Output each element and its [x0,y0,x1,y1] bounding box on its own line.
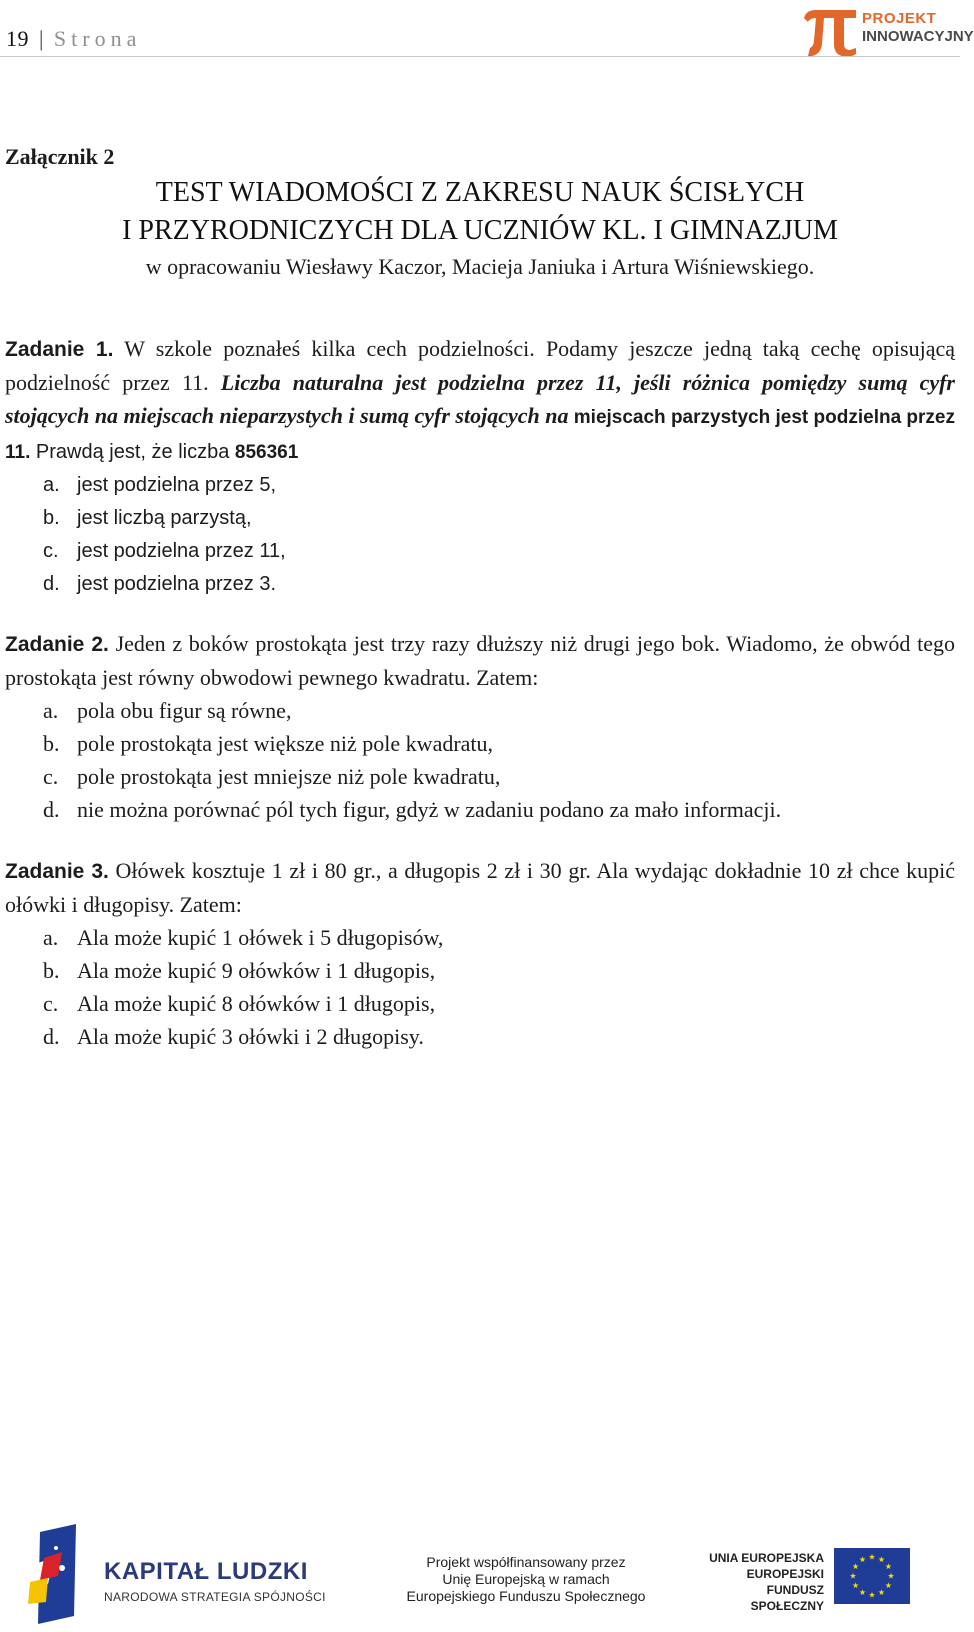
task-1-option-a [43,469,955,502]
option-text: jest liczbą parzystą, [77,507,252,529]
cofund-line-2: Unię Europejską w ramach [442,1571,610,1587]
option-letter: d. [43,1024,60,1049]
task-1-options [5,469,955,601]
option-letter: c. [43,540,59,562]
task-2-option-d [43,793,955,826]
logo-line-1: PROJEKT [862,10,937,27]
task-1-label: Zadanie 1. [5,338,114,361]
task-1 [5,332,955,601]
task-3-option-c [43,987,955,1020]
task-1-option-b [43,502,955,535]
title-line-1: TEST WIADOMOŚCI Z ZAKRESU NAUK ŚCISŁYCH [155,177,805,208]
task-2-option-c [43,760,955,793]
document-body [5,140,955,1053]
task-3-body: Ołówek kosztuje 1 zł i 80 gr., a długopis 2 zł i 30 gr. Ala wydając dokładnie 10 zł chce kupić ołówki i długopisy. Zatem: [5,858,956,917]
option-letter: b. [43,958,60,983]
task-1-question: Prawdą jest, że liczba [30,441,235,463]
eu-line-3: FUNDUSZ SPOŁECZNY [750,1583,824,1613]
task-2 [5,627,955,826]
task-3-option-a [43,921,955,954]
option-letter: b. [43,507,60,529]
annex-label: Załącznik 2 [5,144,115,169]
task-2-options [5,694,955,826]
option-letter: b. [43,731,60,756]
task-1-rule-end: miejscach parzystych jest podzielna przez 11. [5,407,956,463]
option-text: jest podzielna przez 5, [77,474,277,496]
option-letter: a. [43,925,59,950]
option-letter: a. [43,474,60,496]
task-1-intro: W szkole poznałeś kilka cech podzielności. Podamy jeszcze jedną taką cechę opisującą podzielność przez 11. [5,336,955,395]
cofund-line-3: Europejskiego Funduszu Społecznego [406,1588,646,1604]
option-letter: a. [43,698,59,723]
eu-line-2: EUROPEJSKI [746,1567,824,1581]
option-text: jest podzielna przez 11, [77,540,286,562]
title-line-2: I PRZYRODNICZYCH DLA UCZNIÓW KL. I GIMNAZJUM [122,215,838,246]
task-3 [5,854,955,1053]
task-3-label: Zadanie 3. [5,860,109,883]
logo-text [862,10,974,46]
projekt-innowacyjny-logo [800,4,974,58]
task-1-rule: Liczba naturalna jest podzielna przez 11, jeśli różnica pomiędzy sumą cyfr stojących na miejscach nieparzystych i sumą cyfr stojących na [5,370,955,428]
kl-title: KAPITAŁ LUDZKI [104,1558,308,1585]
task-1-number: 856361 [234,442,299,463]
cofunding-note [396,1554,656,1605]
pi-icon [800,4,860,58]
task-2-option-a [43,694,955,727]
option-letter: c. [43,764,59,789]
option-letter: d. [43,573,60,595]
page-footer [0,1520,960,1632]
option-text: Ala może kupić 3 ołówki i 2 długopisy. [77,1024,424,1049]
task-2-label: Zadanie 2. [5,633,109,656]
subtitle: w opracowaniu Wiesławy Kaczor, Macieja Janiuka i Artura Wiśniewskiego. [145,254,815,279]
option-text: pole prostokąta jest większe niż pole kwadratu, [77,731,494,756]
option-text: Ala może kupić 9 ołówków i 1 długopis, [77,958,436,983]
page-header [0,0,974,62]
page-number: 19 [6,26,29,51]
task-1-option-c [43,535,955,568]
eu-text [700,1550,824,1614]
eu-flag-icon [834,1548,910,1604]
kl-subtitle: NARODOWA STRATEGIA SPÓJNOŚCI [104,1590,326,1604]
task-1-option-d [43,568,955,601]
page-word: Strona [53,26,142,51]
cofund-line-1: Projekt współfinansowany przez [426,1554,626,1570]
task-2-option-b [43,727,955,760]
kapital-ludzki-logo [28,1524,328,1624]
option-text: Ala może kupić 1 ołówek i 5 długopisów, [77,925,444,950]
kapital-ludzki-emblem-icon [28,1524,88,1624]
task-2-text [5,627,955,694]
option-text: pola obu figur są równe, [77,698,292,723]
eu-logo [700,1550,950,1620]
option-letter: d. [43,797,60,822]
option-letter: c. [43,991,59,1016]
task-3-text [5,854,955,921]
option-text: nie można porównać pól tych figur, gdyż w zadaniu podano za mało informacji. [77,797,782,822]
task-3-options [5,921,955,1053]
header-divider [0,56,960,57]
page-number-label [6,26,141,52]
page-separator: | [39,26,44,51]
eu-line-1: UNIA EUROPEJSKA [709,1551,824,1565]
option-text: pole prostokąta jest mniejsze niż pole kwadratu, [77,764,501,789]
task-3-option-b [43,954,955,987]
option-text: jest podzielna przez 3. [77,573,277,595]
task-1-text [5,332,955,469]
option-text: Ala może kupić 8 ołówków i 1 długopis, [77,991,436,1016]
task-3-option-d [43,1020,955,1053]
task-2-body: Jeden z boków prostokąta jest trzy razy dłuższy niż drugi jego bok. Wiadomo, że obwód tego prostokąta jest równy obwodowi pewnego kwadratu. Zatem: [5,631,955,690]
logo-line-2: INNOWACYJNY [862,28,974,45]
